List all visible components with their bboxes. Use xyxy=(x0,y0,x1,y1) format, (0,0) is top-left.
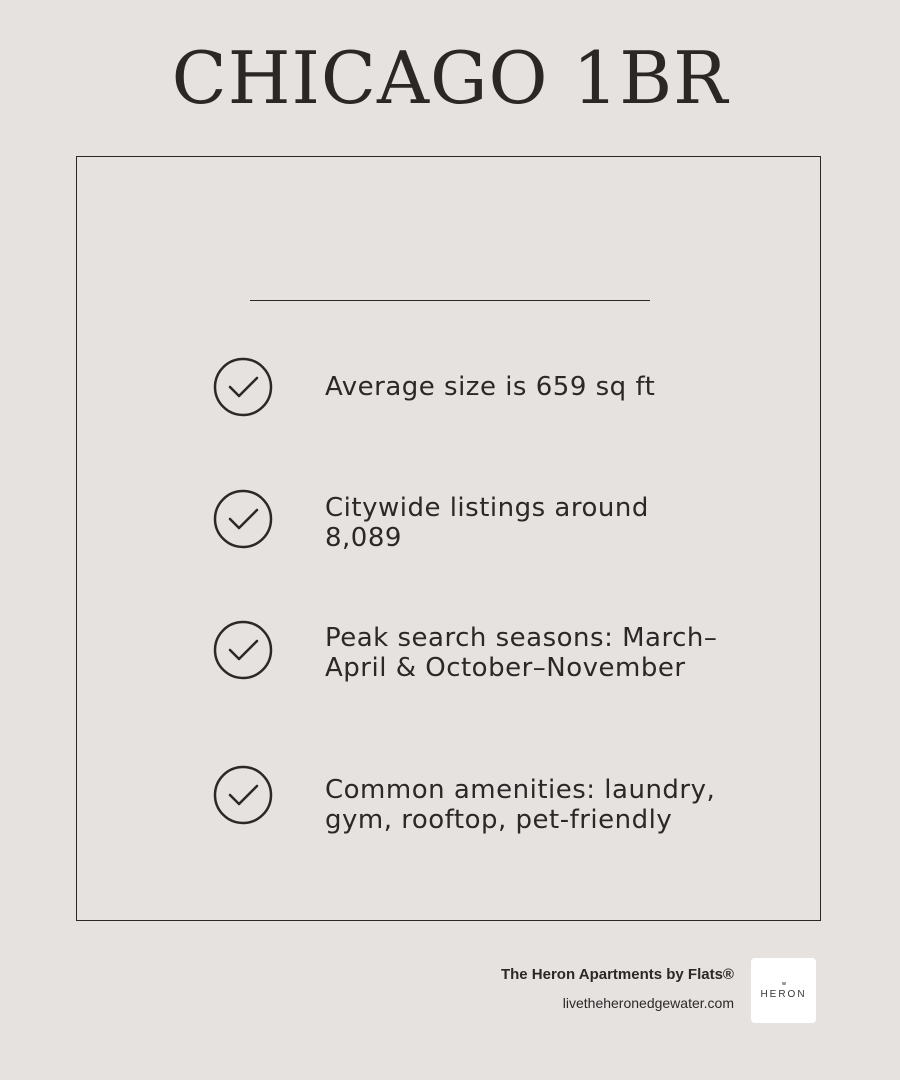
item-text: Peak search seasons: March–April & October–November xyxy=(325,623,718,683)
heron-logo xyxy=(751,958,816,1023)
divider-line xyxy=(250,300,650,301)
website-link[interactable]: livetheheronedgewater.com xyxy=(562,995,734,1011)
check-circle-icon xyxy=(213,357,273,417)
check-circle-icon xyxy=(213,620,273,680)
footer xyxy=(501,958,734,1011)
check-circle-icon xyxy=(213,489,273,549)
item-text: Citywide listings around 8,089 xyxy=(325,493,649,553)
item-text: Average size is 659 sq ft xyxy=(325,372,656,402)
check-circle-icon xyxy=(213,765,273,825)
logo-text: HERON xyxy=(760,988,807,1000)
bird-icon xyxy=(782,982,786,985)
page-title: CHICAGO 1BR xyxy=(171,36,729,120)
item-text: Common amenities: laundry, gym, rooftop, pet-friendly xyxy=(325,775,716,835)
brand-name: The Heron Apartments by Flats® xyxy=(500,966,734,983)
